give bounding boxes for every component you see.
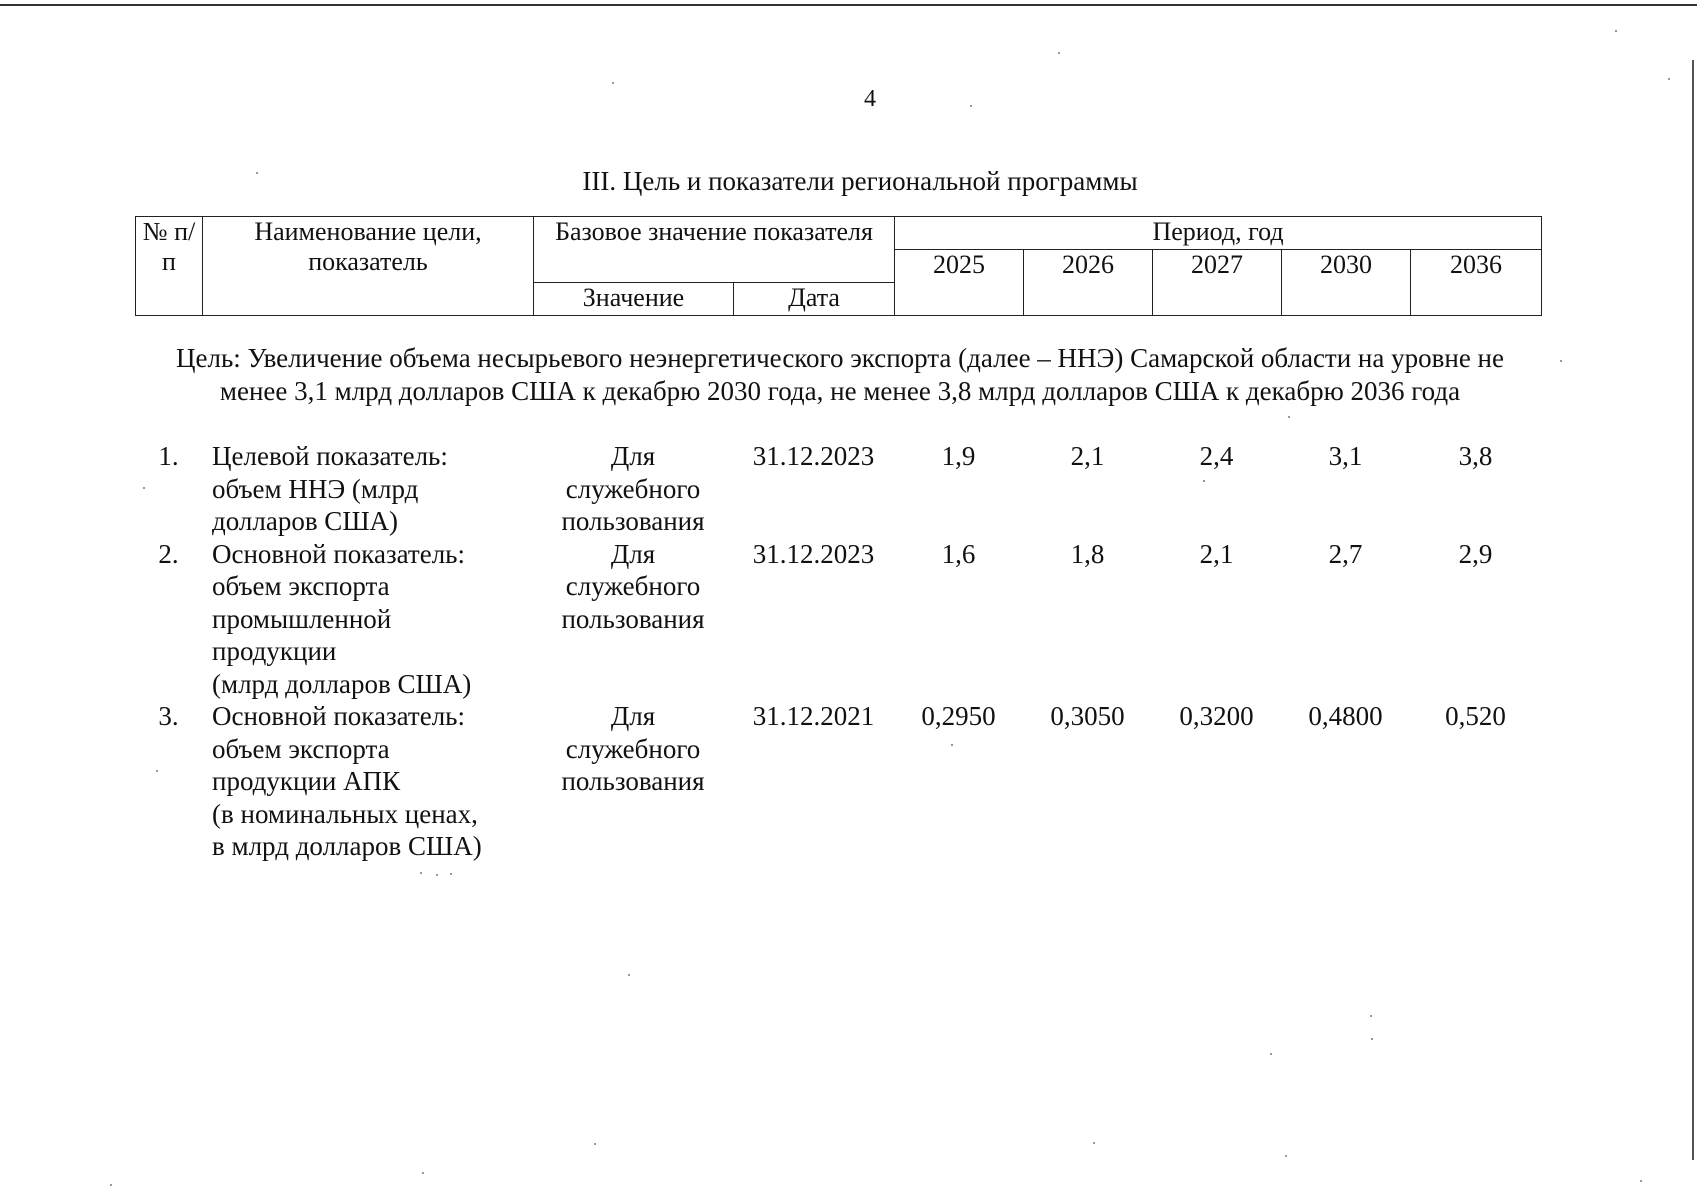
row-value-2027: 2,4 [1199, 441, 1234, 471]
header-name: Наименование цели, показатель [203, 217, 534, 316]
scan-speck [256, 172, 258, 174]
scan-speck [951, 744, 953, 746]
row-value-2030: 2,7 [1328, 538, 1363, 569]
scan-speck [612, 82, 614, 84]
row-value-2025: 1,9 [941, 441, 976, 471]
scan-speck [420, 872, 422, 874]
scan-speck [422, 1172, 424, 1174]
scan-speck [1615, 30, 1617, 32]
row-num: 1. [158, 441, 179, 471]
scan-speck [1093, 1142, 1095, 1144]
scan-speck [436, 874, 438, 876]
row-value-2026: 0,3050 [1050, 701, 1125, 731]
row-base-date: 31.12.2021 [752, 701, 875, 731]
indicators-header-table [135, 216, 1542, 316]
header-year-2027: 2027 [1153, 250, 1282, 316]
header-num: № п/п [136, 217, 203, 316]
header-year-2030: 2030 [1282, 250, 1411, 316]
row-name: Основной показатель: объем экспорта промышленной продукции (млрд долларов США) [212, 538, 472, 699]
scan-speck [1371, 1038, 1373, 1040]
row-base-date: 31.12.2023 [752, 441, 875, 471]
row-value-2025: 1,6 [941, 538, 976, 569]
header-year-2026: 2026 [1024, 250, 1153, 316]
scan-speck [1203, 480, 1205, 482]
scan-speck [143, 487, 145, 489]
header-year-2025: 2025 [895, 250, 1024, 316]
scan-speck [1560, 360, 1562, 362]
section-title: III. Цель и показатели региональной программы [582, 166, 1138, 196]
row-value-2025: 0,2950 [921, 701, 996, 731]
row-value-2027: 0,3200 [1179, 701, 1254, 731]
row-name: Основной показатель: объем экспорта продукции АПК (в номинальных ценах, в млрд долларов США) [212, 701, 482, 861]
row-value-2026: 1,8 [1070, 538, 1105, 569]
scan-speck [450, 873, 452, 875]
scan-speck [594, 1143, 596, 1145]
scan-speck [156, 770, 158, 772]
row-value-2036: 2,9 [1458, 538, 1493, 569]
top-border-line [0, 4, 1697, 6]
row-num: 2. [158, 538, 179, 569]
scan-speck [1640, 1180, 1642, 1182]
scan-speck [1058, 52, 1060, 54]
row-base-date: 31.12.2023 [752, 538, 875, 569]
scan-speck [1288, 416, 1290, 418]
scan-speck [1270, 1053, 1272, 1055]
scan-speck [970, 105, 972, 107]
indicators-data-table [135, 440, 1541, 865]
row-value-2036: 0,520 [1445, 701, 1506, 731]
right-border-line [1692, 60, 1694, 1160]
row-value-2030: 3,1 [1328, 441, 1363, 471]
header-base: Базовое значение показателя [534, 217, 895, 283]
header-base-value: Значение [534, 283, 734, 316]
header-year-2036: 2036 [1411, 250, 1542, 316]
goal-text: Цель: Увеличение объема несырьевого неэнергетического экспорта (далее – ННЭ) Самарской области на уровне не менее 3,1 млрд долларов США к декабрю 2030 года, не менее 3,8 млрд долларов США к декабрю 2036 года [176, 343, 1504, 406]
scan-speck [1285, 1155, 1287, 1157]
row-value-2026: 2,1 [1070, 441, 1105, 471]
header-period: Период, год [895, 217, 1542, 250]
table-row [135, 440, 1541, 538]
row-value-2030: 0,4800 [1308, 701, 1383, 731]
row-num: 3. [158, 701, 179, 731]
scan-speck [1370, 1015, 1372, 1017]
table-row [135, 700, 1541, 865]
header-base-date: Дата [734, 283, 895, 316]
row-value-2036: 3,8 [1458, 441, 1493, 471]
row-base-value: Для служебного пользования [561, 441, 705, 536]
table-row [135, 538, 1541, 701]
row-base-value: Для служебного пользования [561, 701, 705, 796]
row-value-2027: 2,1 [1199, 538, 1234, 569]
scan-speck [110, 1184, 112, 1186]
page-number: 4 [864, 86, 876, 112]
scan-speck [1668, 78, 1670, 80]
row-name: Целевой показатель: объем ННЭ (млрд долларов США) [212, 441, 448, 536]
row-base-value: Для служебного пользования [561, 538, 705, 634]
scan-speck [628, 974, 630, 976]
